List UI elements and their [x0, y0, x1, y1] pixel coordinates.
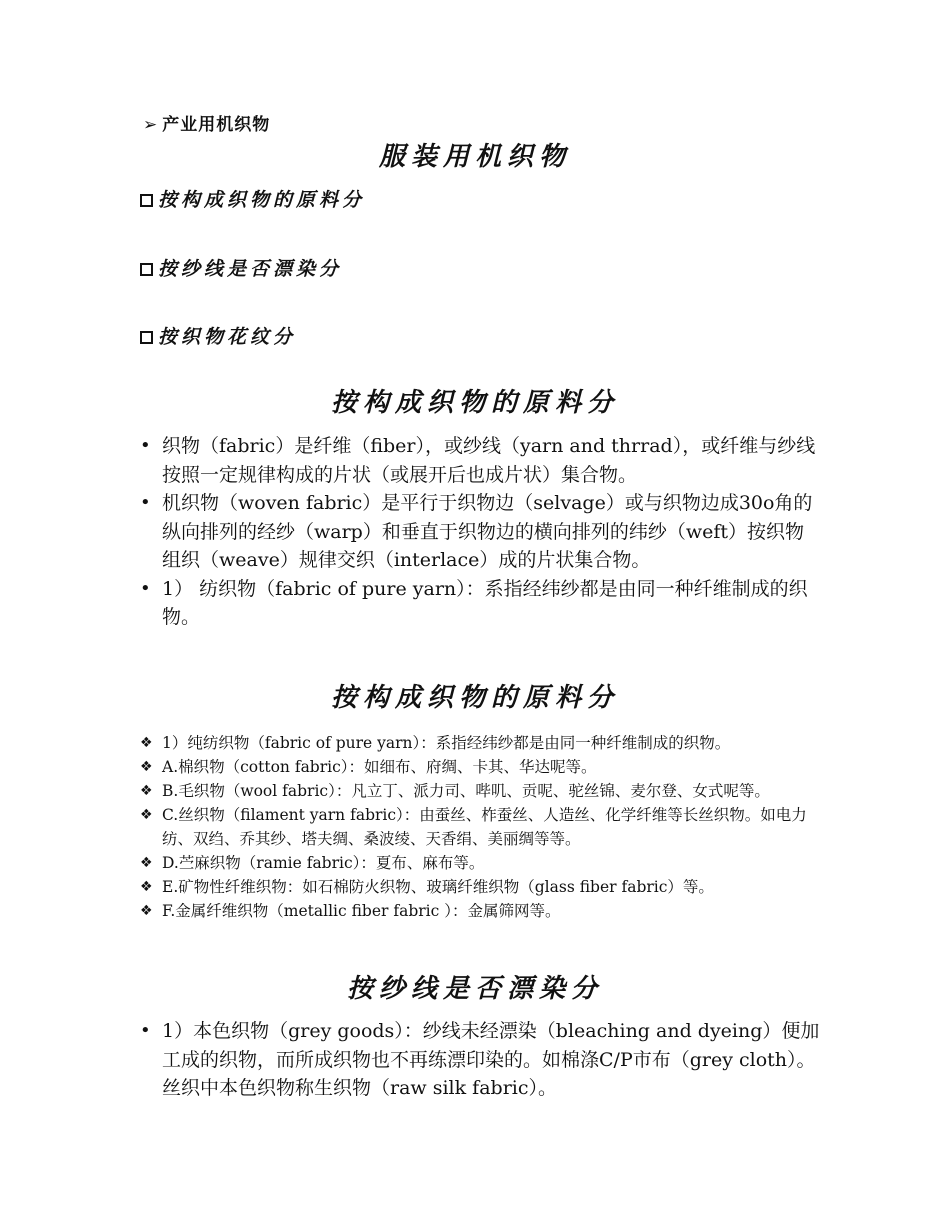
category-item: [140, 322, 296, 349]
list-item: [140, 432, 820, 489]
list-item: [140, 875, 820, 899]
round-bullet-icon: •: [140, 577, 151, 599]
list-item: [140, 575, 820, 632]
list-item: [140, 851, 820, 875]
square-bullet-icon: [140, 194, 153, 207]
category-label: 按织物花纹分: [158, 326, 297, 348]
square-bullet-icon: [140, 331, 153, 344]
list-item-text: 1） 纺织物（fabric of pure yarn）：系指经纬纱都是由同一种纤维制成的织物。: [162, 577, 808, 628]
list-item-text: B.毛织物（wool fabric）：凡立丁、派力司、哔叽、贡呢、驼丝锦、麦尔登、女式呢等。: [162, 782, 770, 800]
top-item: [143, 110, 270, 135]
list-item-text: A.棉织物（cotton fabric）：如细布、府绸、卡其、华达呢等。: [162, 758, 597, 776]
list-item-text: D.苎麻织物（ramie fabric）：夏布、麻布等。: [162, 854, 485, 872]
section1-list: [140, 432, 820, 632]
list-item: [140, 779, 820, 803]
top-item-label: 产业用机织物: [162, 115, 271, 135]
section2-list: [140, 731, 820, 923]
category-item: [140, 185, 365, 212]
list-item: [140, 731, 820, 755]
list-item-text: 1）本色织物（grey goods）：纱线未经漂染（bleaching and dyeing）便加工成的织物，而所成织物也不再练漂印染的。如棉涤C/P市布（grey cloth）。丝织中本色织物称生织物（raw silk fabric）。: [162, 1020, 820, 1099]
list-item-text: 机织物（woven fabric）是平行于织物边（selvage）或与织物边成30o角的纵向排列的经纱（warp）和垂直于织物边的横向排列的纬纱（weft）按织物组织（weave）规律交织（interlace）成的片状集合物。: [162, 492, 813, 571]
list-item: [140, 755, 820, 779]
list-item-text: 织物（fabric）是纤维（fiber），或纱线（yarn and thrrad），或纤维与纱线按照一定规律构成的片状（或展开后也成片状）集合物。: [162, 435, 816, 486]
list-item: [140, 489, 820, 575]
round-bullet-icon: •: [140, 492, 151, 513]
category-label: 按构成织物的原料分: [158, 189, 366, 211]
section-title: 按构成织物的原料分: [330, 683, 619, 713]
category-label: 按纱线是否漂染分: [158, 258, 343, 280]
list-item: [140, 803, 820, 851]
diamond-bullet-icon: ❖: [140, 879, 153, 895]
square-bullet-icon: [140, 263, 153, 276]
main-title: 服装用机织物: [378, 142, 571, 172]
diamond-bullet-icon: ❖: [140, 807, 153, 823]
diamond-bullet-icon: ❖: [140, 903, 153, 919]
list-item: [140, 899, 820, 923]
diamond-bullet-icon: ❖: [140, 759, 153, 775]
list-item-text: F.金属纤维织物（metallic fiber fabric ）：金属筛网等。: [162, 902, 561, 920]
section-title: 按纱线是否漂染分: [346, 974, 603, 1004]
list-item-text: C.丝织物（filament yarn fabric）：由蚕丝、柞蚕丝、人造丝、化学纤维等长丝织物。如电力纺、双绉、乔其纱、塔夫绸、桑波绫、天香绢、美丽绸等等。: [162, 806, 807, 848]
round-bullet-icon: •: [140, 435, 151, 456]
arrow-bullet-icon: ➢: [143, 115, 159, 135]
section-title: 按构成织物的原料分: [330, 388, 619, 418]
list-item-text: E.矿物性纤维织物：如石棉防火织物、玻璃纤维织物（glass fiber fabric）等。: [162, 878, 714, 896]
section3-list: [140, 1017, 820, 1103]
diamond-bullet-icon: ❖: [140, 783, 153, 799]
list-item: [140, 1017, 820, 1103]
diamond-bullet-icon: ❖: [140, 855, 153, 871]
list-item-text: 1）纯纺织物（fabric of pure yarn）：系指经纬纱都是由同一种纤维制成的织物。: [162, 734, 731, 752]
round-bullet-icon: •: [140, 1020, 151, 1041]
category-item: [140, 254, 342, 281]
diamond-bullet-icon: ❖: [140, 735, 153, 751]
